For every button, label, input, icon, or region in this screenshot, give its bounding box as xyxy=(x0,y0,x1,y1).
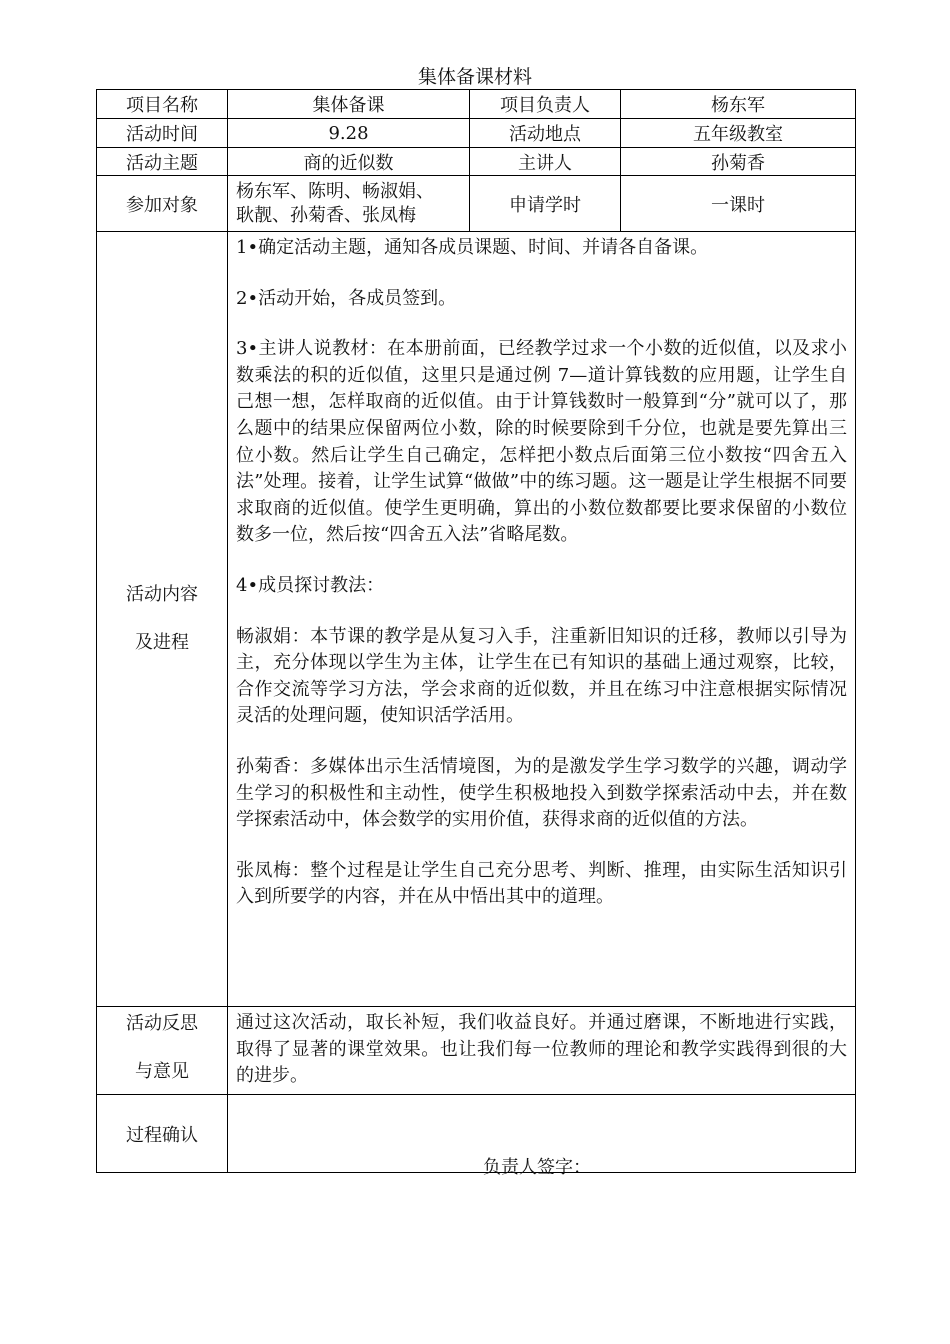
content-paragraph: 孙菊香：多媒体出示生活情境图，为的是激发学生学习数学的兴趣，调动学生学习的积极性和主动性，使学生积极地投入到数学探索活动中去，并在数学探索活动中，体会数学的实用价值，获得求商的近似值的方法。 xyxy=(236,755,847,831)
activity-place-value: 五年级教室 xyxy=(621,119,856,148)
project-leader-label: 项目负责人 xyxy=(470,90,621,119)
credit-hours-label: 申请学时 xyxy=(470,176,621,232)
activity-place-label: 活动地点 xyxy=(470,119,621,148)
speaker-value: 孙菊香 xyxy=(621,148,856,176)
document-title: 集体备课材料 xyxy=(417,66,532,88)
row-reflection xyxy=(97,1007,856,1095)
row-confirm xyxy=(97,1095,856,1173)
content-paragraph: 畅淑娟：本节课的教学是从复习入手，注重新旧知识的迁移，教师以引导为主，充分体现以学生为主体，让学生在已有知识的基础上通过观察，比较，合作交流等学习方法，学会求商的近似数，并且在练习中注意根据实际情况灵活的处理问题，使知识活学活用。 xyxy=(236,625,847,727)
content-paragraph: 2•活动开始，各成员签到。 xyxy=(236,287,457,309)
activity-content-body xyxy=(228,232,856,1007)
content-paragraph: 张凤梅：整个过程是让学生自己充分思考、判断、推理，由实际生活知识引入到所要学的内容，并在从中悟出其中的道理。 xyxy=(236,859,847,908)
credit-hours-value: 一课时 xyxy=(621,176,856,232)
confirm-cell xyxy=(228,1095,856,1178)
project-name-value: 集体备课 xyxy=(228,90,470,119)
project-name-label: 项目名称 xyxy=(97,90,228,119)
confirm-label: 过程确认 xyxy=(97,1095,228,1173)
row-topic xyxy=(97,148,856,176)
participants-value xyxy=(228,176,470,232)
activity-content-label-line-1: 活动内容 xyxy=(126,584,198,605)
signature-label: 负责人签字： xyxy=(483,1157,591,1178)
activity-time-value: 9.28 xyxy=(228,119,470,148)
content-paragraph: 3•主讲人说教材：在本册前面，已经教学过求一个小数的近似值，以及求小数乘法的积的近似值，这里只是通过例 7—道计算钱数的应用题，让学生自己想一想，怎样取商的近似值。由于计算钱数时一般算到“分”就可以了，那么题中的结果应保留两位小数，除的时候要除到千分位，也就是要先算出三位小数。然后让学生自己确定，怎样把小数点后面第三位小数按“四舍五入法”处理。接着，让学生试算“做做”中的练习题。这一题是让学生根据不同要求取商的近似值。使学生更明确，算出的小数位数都要比要求保留的小数位数多一位，然后按“四舍五入法”省略尾数。 xyxy=(236,338,847,546)
participants-label: 参加对象 xyxy=(97,176,228,232)
activity-content-label xyxy=(97,232,228,1007)
content-paragraph: 4•成员探讨教法： xyxy=(236,574,385,596)
reflection-label-line-2: 与意见 xyxy=(135,1061,189,1082)
activity-topic-label: 活动主题 xyxy=(97,148,228,176)
speaker-label: 主讲人 xyxy=(470,148,621,176)
row-time xyxy=(97,119,856,148)
lesson-prep-form xyxy=(96,89,856,1178)
activity-content-label-line-2: 及进程 xyxy=(135,632,189,653)
project-leader-value: 杨东军 xyxy=(621,90,856,119)
reflection-label-line-1: 活动反思 xyxy=(126,1013,198,1034)
activity-time-label: 活动时间 xyxy=(97,119,228,148)
activity-topic-value: 商的近似数 xyxy=(228,148,470,176)
participants-line-2: 耿靓、孙菊香、张凤梅 xyxy=(236,204,416,226)
row-participants xyxy=(97,176,856,232)
row-project xyxy=(97,90,856,119)
reflection-text: 通过这次活动，取长补短，我们收益良好。并通过磨课，不断地进行实践，取得了显著的课堂效果。也让我们每一位教师的理论和教学实践得到很的大的进步。 xyxy=(228,1007,856,1095)
row-activity-content xyxy=(97,232,856,1007)
content-paragraph: 1•确定活动主题，通知各成员课题、时间、并请各自备课。 xyxy=(236,237,709,258)
reflection-label xyxy=(97,1007,228,1095)
participants-line-1: 杨东军、陈明、畅淑娟、 xyxy=(236,180,434,202)
